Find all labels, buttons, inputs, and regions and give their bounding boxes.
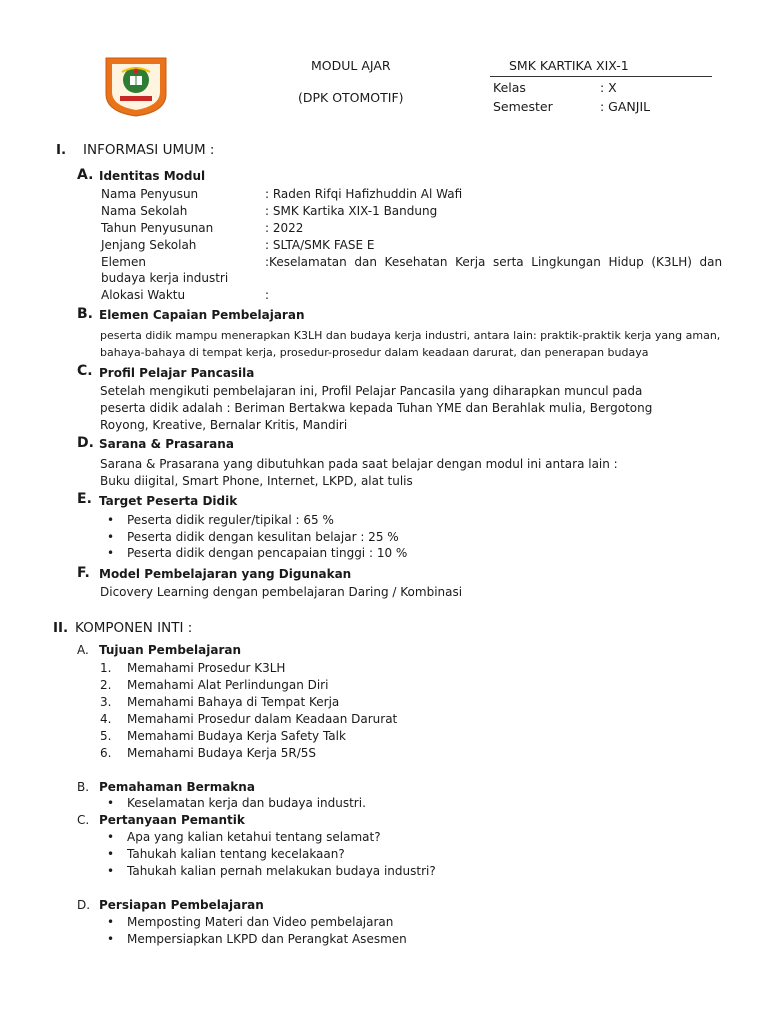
tujuan-item: Memahami Prosedur K3LH [127,661,286,675]
tujuan-item: Memahami Budaya Kerja 5R/5S [127,746,317,760]
identity-value: : SMK Kartika XIX-1 Bandung [265,204,438,218]
s1f-title: Model Pembelajaran yang Digunakan [99,567,352,581]
pemahaman-item: Keselamatan kerja dan budaya industri. [127,796,366,810]
semester-label: Semester [493,99,553,114]
s1b-letter: B. [77,306,93,322]
elemen-label: Elemen [101,255,146,269]
persiapan-item: Mempersiapkan LKPD dan Perangkat Asesmen [127,932,407,946]
tujuan-item: Memahami Budaya Kerja Safety Talk [127,729,346,743]
s1a-title: Identitas Modul [99,169,206,183]
identity-value: : 2022 [265,221,304,235]
s2c-letter: C. [77,813,90,827]
tujuan-number: 5. [100,729,112,743]
s1e-letter: E. [77,491,92,507]
s1d-title: Sarana & Prasarana [99,437,234,451]
identity-label: Nama Sekolah [101,204,188,218]
s1b-title: Elemen Capaian Pembelajaran [99,308,305,322]
header-divider [490,76,712,77]
tujuan-number: 2. [100,678,112,692]
s1d-letter: D. [77,435,94,451]
capaian-line: bahaya-bahaya di tempat kerja, prosedur-prosedur dalam keadaan darurat, dan penerapan budaya [100,346,649,359]
capaian-line: peserta didik mampu menerapkan K3LH dan budaya kerja industri, antara lain: praktik-praktik kerja yang aman, [100,329,721,342]
profil-line: Setelah mengikuti pembelajaran ini, Profil Pelajar Pancasila yang diharapkan muncul pada [100,384,643,398]
identity-label: Tahun Penyusunan [101,221,214,235]
s1f-letter: F. [77,565,90,581]
bullet-icon: • [107,932,115,946]
s2b-title: Pemahaman Bermakna [99,780,255,794]
bullet-icon: • [107,830,115,844]
tujuan-number: 3. [100,695,112,709]
tujuan-number: 1. [100,661,112,675]
profil-line: peserta didik adalah : Beriman Bertakwa kepada Tuhan YME dan Berahlak mulia, Bergotong [100,401,653,415]
elemen-continued: budaya kerja industri [101,271,229,285]
bullet-icon: • [107,513,115,527]
bullet-icon: • [107,546,115,560]
s1a-letter: A. [77,167,94,183]
school-logo [100,54,172,118]
alokasi-value: : [265,288,270,302]
module-subtitle: (DPK OTOMOTIF) [298,90,404,105]
kelas-value: : X [600,80,617,95]
identity-label: Jenjang Sekolah [101,238,197,252]
tujuan-item: Memahami Bahaya di Tempat Kerja [127,695,340,709]
model-text: Dicovery Learning dengan pembelajaran Daring / Kombinasi [100,585,463,599]
pertanyaan-item: Tahukah kalian tentang kecelakaan? [127,847,345,861]
section2-title: KOMPONEN INTI : [75,620,193,636]
s2a-letter: A. [77,643,89,657]
module-title: MODUL AJAR [311,58,391,73]
s1c-letter: C. [77,363,93,379]
s2b-letter: B. [77,780,90,794]
bullet-icon: • [107,847,115,861]
tujuan-number: 4. [100,712,112,726]
sarana-line: Sarana & Prasarana yang dibutuhkan pada saat belajar dengan modul ini antara lain : [100,457,618,471]
tujuan-item: Memahami Prosedur dalam Keadaan Darurat [127,712,398,726]
bullet-icon: • [107,864,115,878]
s2a-title: Tujuan Pembelajaran [99,643,242,657]
s1e-title: Target Peserta Didik [99,494,238,508]
bullet-icon: • [107,915,115,929]
sarana-line: Buku diigital, Smart Phone, Internet, LKPD, alat tulis [100,474,413,488]
pertanyaan-item: Apa yang kalian ketahui tentang selamat? [127,830,381,844]
identity-label: Nama Penyusun [101,187,199,201]
tujuan-number: 6. [100,746,112,760]
s2d-title: Persiapan Pembelajaran [99,898,264,912]
section1-number: I. [56,142,67,158]
target-item: Peserta didik reguler/tipikal : 65 % [127,513,334,527]
section1-title: INFORMASI UMUM : [83,142,215,158]
school-name: SMK KARTIKA XIX-1 [509,58,629,73]
kelas-label: Kelas [493,80,526,95]
identity-value: : SLTA/SMK FASE E [265,238,375,252]
elemen-value: :Keselamatan dan Kesehatan Kerja serta Lingkungan Hidup (K3LH) dan [265,255,723,269]
pertanyaan-item: Tahukah kalian pernah melakukan budaya industri? [127,864,436,878]
alokasi-label: Alokasi Waktu [101,288,186,302]
profil-line: Royong, Kreative, Bernalar Kritis, Mandiri [100,418,348,432]
bullet-icon: • [107,530,115,544]
s1c-title: Profil Pelajar Pancasila [99,366,255,380]
tujuan-item: Memahami Alat Perlindungan Diri [127,678,329,692]
s2d-letter: D. [77,898,91,912]
section2-number: II. [53,620,69,636]
target-item: Peserta didik dengan pencapaian tinggi : 10 % [127,546,408,560]
persiapan-item: Memposting Materi dan Video pembelajaran [127,915,394,929]
target-item: Peserta didik dengan kesulitan belajar : 25 % [127,530,399,544]
identity-value: : Raden Rifqi Hafizhuddin Al Wafi [265,187,463,201]
semester-value: : GANJIL [600,99,651,114]
bullet-icon: • [107,796,115,810]
s2c-title: Pertanyaan Pemantik [99,813,245,827]
